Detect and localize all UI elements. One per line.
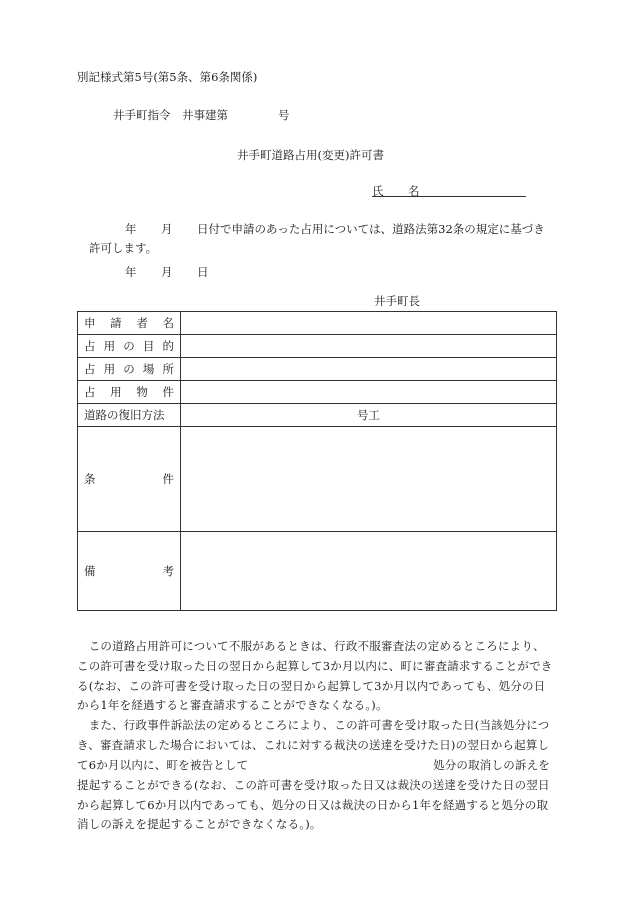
table-row	[78, 427, 557, 532]
reference-suffix: 号	[278, 108, 290, 122]
date-year: 年	[125, 265, 137, 279]
row-label-char: 目	[142, 339, 155, 353]
table-row	[78, 335, 557, 358]
table-row	[78, 381, 557, 404]
intro-text-line2: 許可します。	[89, 241, 158, 255]
row-value-remarks	[181, 532, 557, 611]
row-label-char: 道路の復旧方法	[84, 408, 165, 422]
row-label-char: 件	[162, 385, 174, 399]
name-label-1: 氏	[372, 184, 384, 198]
table-row	[78, 312, 557, 335]
notice-line: 消しの訴えを提起することができなくなる。)。	[77, 817, 322, 831]
form-id: 別記様式第5号(第5条、第6条関係)	[77, 70, 258, 84]
row-label-char: 用	[110, 385, 122, 399]
row-label-char: の	[123, 339, 135, 353]
row-label-purpose	[78, 335, 181, 358]
intro-text-line1: 日付で申請のあった占用については、道路法第32条の規定に基づき	[197, 222, 545, 236]
notice-line: 処分の取消しの訴えを	[433, 758, 550, 772]
notice-line: 提起することができる(なお、この許可書を受け取った日又は裁決の送達を受けた日の翌日	[77, 778, 550, 792]
date-month: 月	[161, 265, 173, 279]
issuer: 井手町長	[374, 294, 420, 308]
intro-month: 月	[161, 222, 173, 236]
row-label-char: 占	[84, 339, 96, 353]
document-title: 井手町道路占用(変更)許可書	[237, 148, 384, 162]
notice-line: から1年を経過すると審査請求することができなくなる。)。	[77, 698, 388, 712]
date-day: 日	[197, 265, 209, 279]
applicant-name-field	[372, 183, 526, 197]
intro-year: 年	[125, 222, 137, 236]
row-label-char: 請	[110, 316, 122, 330]
notice-line: る(なお、この許可書を受け取った日の翌日から起算して3か月以内であっても、処分の日	[77, 679, 546, 693]
row-label-char: 物	[136, 385, 148, 399]
name-underline	[372, 196, 526, 197]
table-row	[78, 532, 557, 611]
row-value-purpose	[181, 335, 557, 358]
row-label-char: の	[123, 362, 135, 376]
row-label-char: 者	[136, 316, 148, 330]
notice-line: て6か月以内に、町を被告として	[77, 758, 249, 772]
name-label-2: 名	[408, 184, 420, 198]
row-label-char: 占	[84, 362, 96, 376]
row-label-char: 占	[84, 385, 96, 399]
notice-line: この許可書を受け取った日の翌日から起算して3か月以内に、町に審査請求することができ	[77, 659, 553, 673]
notice-line: また、行政事件訴訟法の定めるところにより、この許可書を受け取った日(当該処分につ	[77, 718, 550, 732]
notice-line: この道路占用許可について不服があるときは、行政不服審査法の定めるところにより、	[77, 639, 545, 653]
row-label-char: 備	[84, 564, 96, 578]
row-label-restoration	[78, 404, 181, 427]
row-label-char: 名	[162, 316, 174, 330]
row-label-char: 所	[162, 362, 174, 376]
reference-prefix: 井手町指令 井事建第	[113, 108, 228, 122]
row-value-conditions	[181, 427, 557, 532]
row-value-object	[181, 381, 557, 404]
row-label-char: 件	[162, 472, 174, 486]
row-label-char: 用	[103, 339, 116, 353]
row-label-char: 考	[162, 564, 174, 578]
notice-line: き、審査請求した場合においては、これに対する裁決の送達を受けた日)の翌日から起算し	[77, 738, 550, 752]
row-value-restoration: 号工	[181, 404, 557, 427]
notice-line: から起算して6か月以内であっても、処分の日又は裁決の日から1年を経過すると処分の取	[77, 798, 549, 812]
table-row	[78, 358, 557, 381]
row-label-char: 用	[103, 362, 116, 376]
row-label-conditions	[78, 427, 181, 532]
row-value-location	[181, 358, 557, 381]
row-label-object	[78, 381, 181, 404]
row-label-char: 条	[84, 472, 96, 486]
row-label-char: 申	[84, 316, 96, 330]
row-label-char: 的	[162, 339, 174, 353]
row-label-location	[78, 358, 181, 381]
row-label-char: 場	[142, 362, 155, 376]
table-row	[78, 404, 557, 427]
permit-table	[77, 311, 557, 611]
row-label-applicant	[78, 312, 181, 335]
row-label-remarks	[78, 532, 181, 611]
row-value-applicant	[181, 312, 557, 335]
